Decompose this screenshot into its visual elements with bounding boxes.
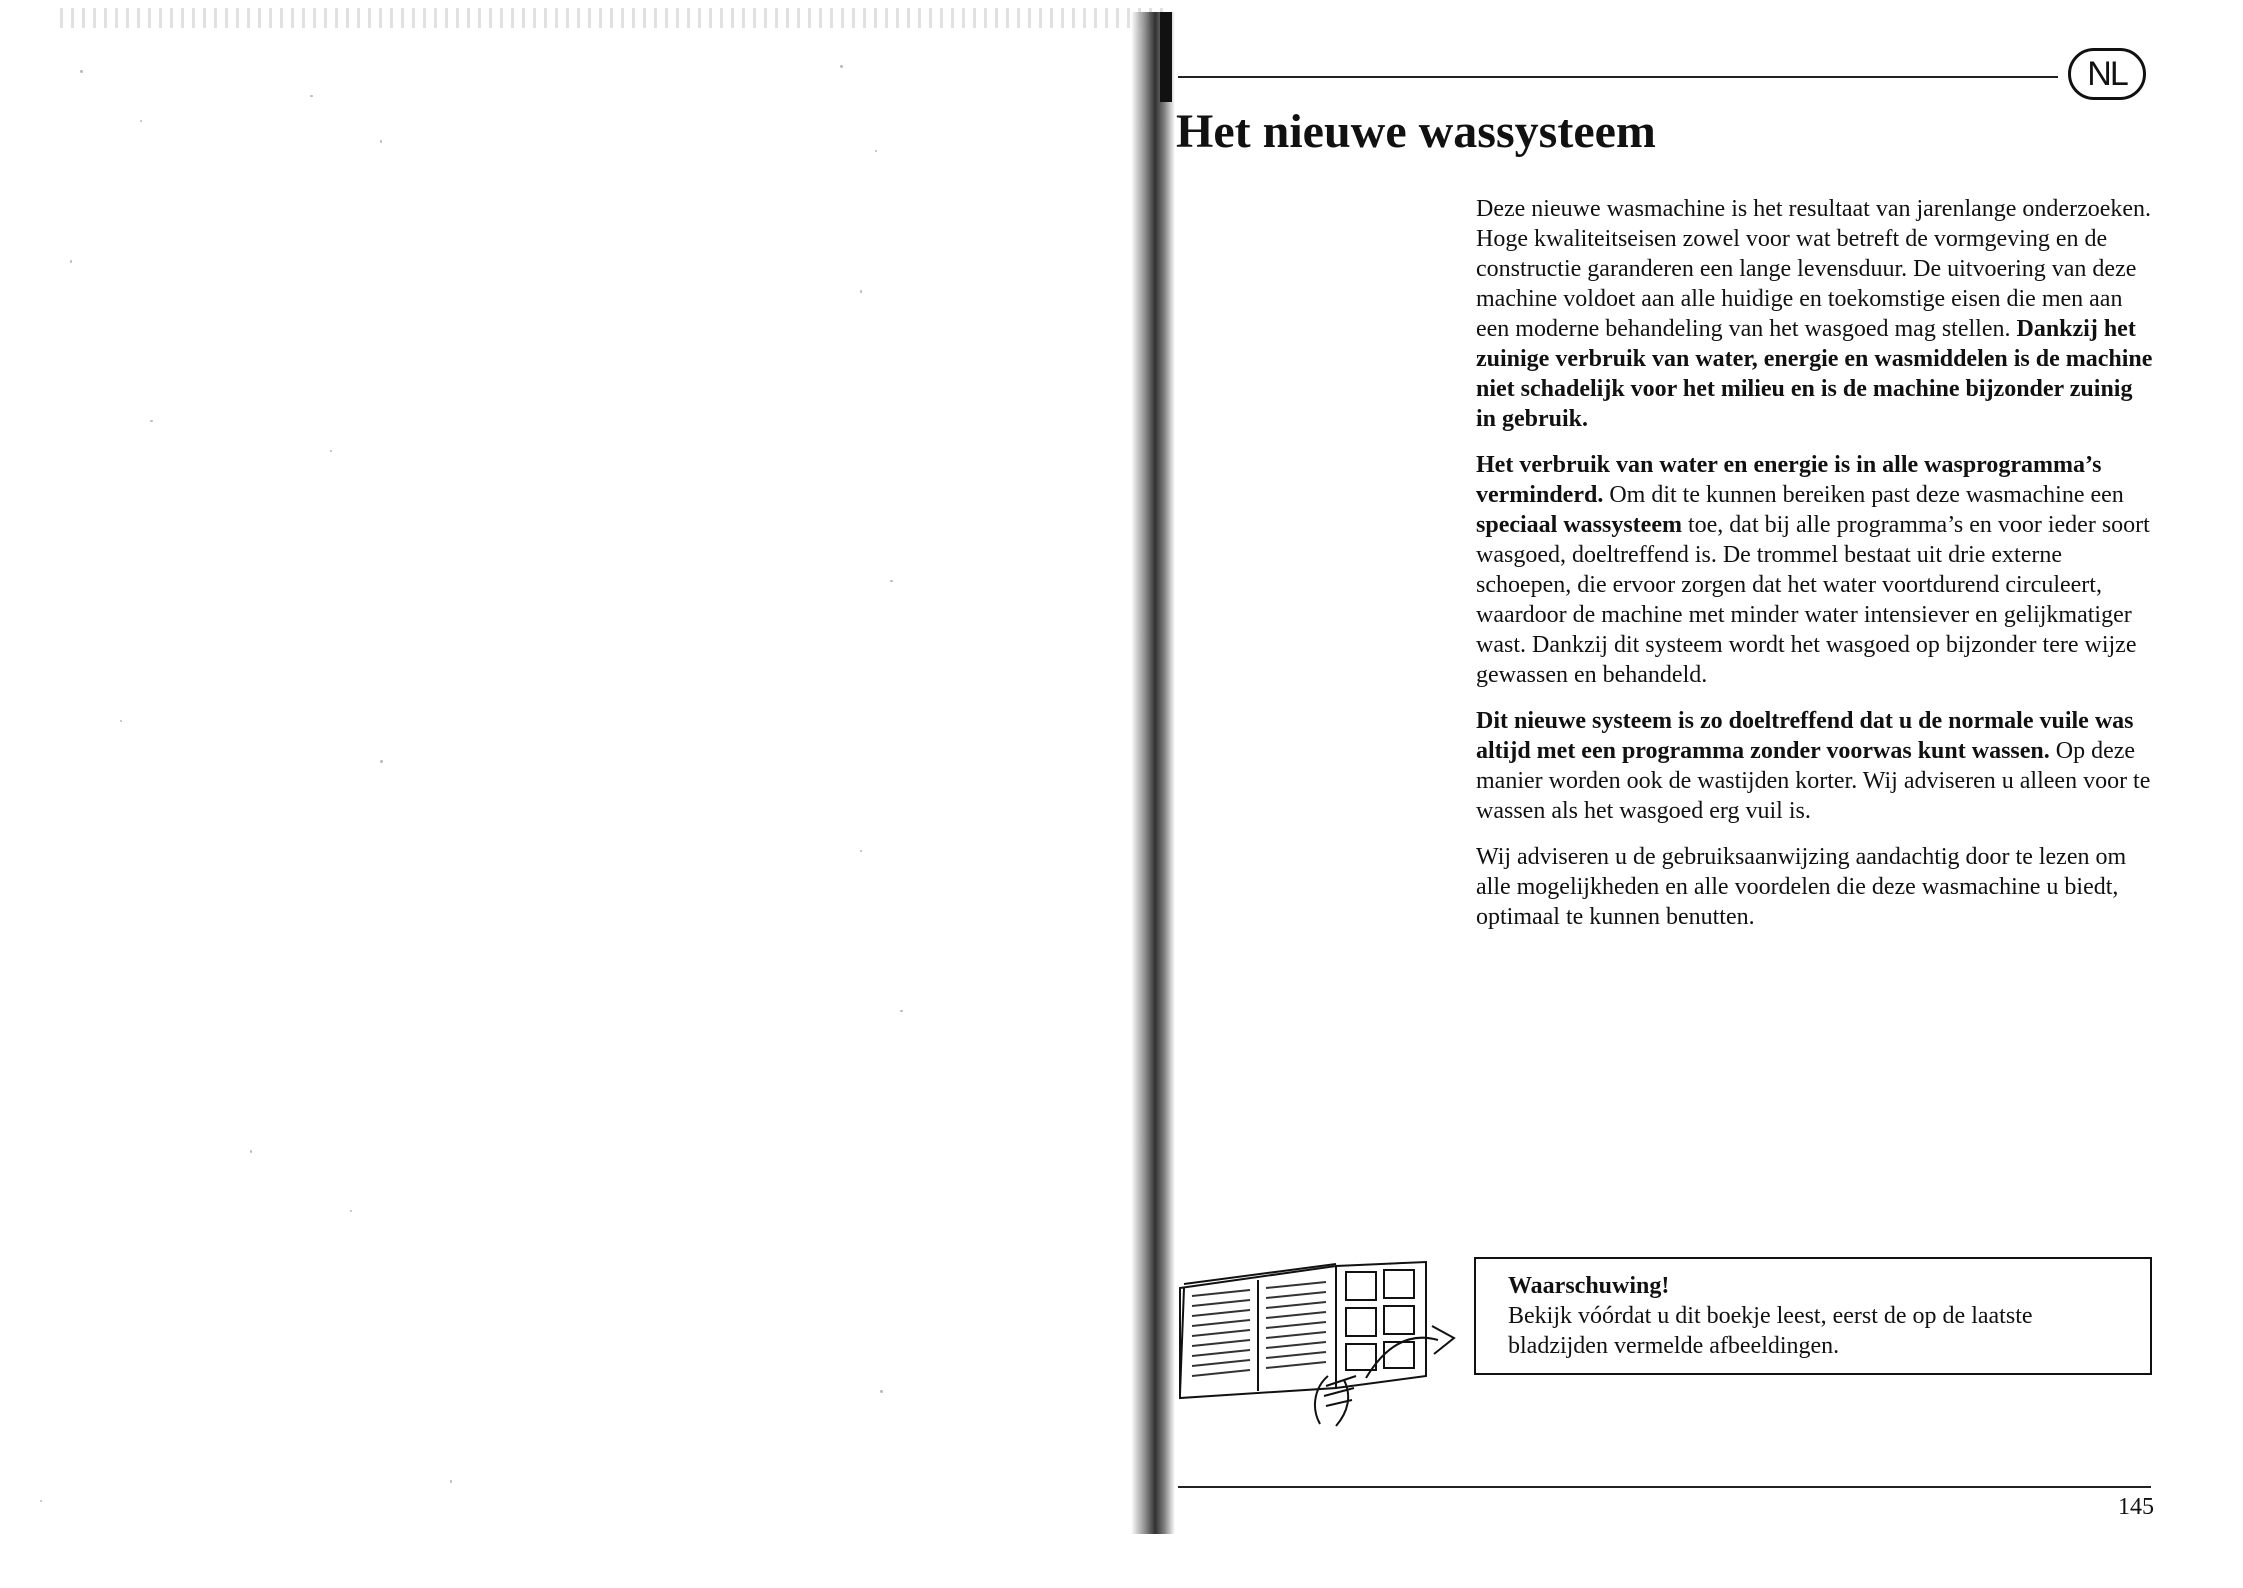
warning-title: Waarschuwing! bbox=[1508, 1273, 1670, 1299]
scan-speck bbox=[450, 1480, 452, 1483]
bold-text-segment: speciaal wassysteem bbox=[1476, 512, 1682, 538]
scan-speck bbox=[380, 760, 383, 763]
bold-text-segment: Dankzij het zuinige verbruik van water, energie en wasmiddelen is de machine niet schadelijk voor het milieu en is de machine bijzonder zuinig in gebruik. bbox=[1476, 316, 2153, 432]
scan-speck bbox=[330, 450, 332, 452]
scan-speck bbox=[890, 580, 893, 582]
scan-speck bbox=[250, 1150, 252, 1153]
footer-rule bbox=[1178, 1486, 2151, 1488]
text-segment: Om dit te kunnen bereiken past deze wasmachine een bbox=[1603, 482, 2124, 508]
scan-speck bbox=[380, 140, 382, 143]
bold-text-segment: Het verbruik van water en energie is in alle wasprogramma’s verminderd. bbox=[1476, 452, 2102, 508]
book-gutter-shadow bbox=[1131, 12, 1175, 1534]
scan-speck bbox=[310, 95, 313, 97]
text-segment: Wij adviseren u de gebruiksaanwijzing aandachtig door te lezen om alle mogelijkheden en alle voordelen die deze wasmachine u biedt, optimaal te kunnen benutten. bbox=[1476, 844, 2127, 930]
text-segment: toe, dat bij alle programma’s en voor ieder soort wasgoed, doeltreffend is. De trommel bestaat uit drie externe schoepen, die ervoor zorgen dat het water voortdurend circuleert, waardoor de machine met minder water intensiever en gelijkmatiger wast. Dankzij dit systeem wordt het wasgoed op bijzonder tere wijze gewassen en behandeld. bbox=[1476, 512, 2150, 688]
warning-box bbox=[1474, 1257, 2152, 1375]
language-badge: NL bbox=[2068, 48, 2146, 100]
body-paragraph bbox=[1476, 450, 2156, 690]
scan-speck bbox=[875, 150, 877, 152]
scan-speck bbox=[840, 65, 843, 68]
warning-text: Bekijk vóórdat u dit boekje leest, eerst de op de laatste bladzijden vermelde afbeeldingen. bbox=[1508, 1303, 2033, 1359]
bold-text-segment: Dit nieuwe systeem is zo doeltreffend dat u de normale vuile was altijd met een programma zonder voorwas kunt wassen. bbox=[1476, 708, 2134, 764]
page-number: 145 bbox=[2118, 1494, 2154, 1520]
open-booklet-hand-illustration bbox=[1176, 1258, 1466, 1428]
page-title: Het nieuwe wassysteem bbox=[1176, 105, 1656, 158]
text-segment: Deze nieuwe wasmachine is het resultaat van jarenlange onderzoeken. Hoge kwaliteitseisen zowel voor wat betreft de vormgeving en de constructie garanderen een lange levensduur. De uitvoering van deze machine voldoet aan alle huidige en toekomstige eisen die men aan een moderne behandeling van het wasgoed mag stellen. bbox=[1476, 196, 2152, 342]
scan-speck bbox=[880, 1390, 883, 1393]
body-paragraph bbox=[1476, 842, 2156, 932]
scan-speck bbox=[350, 1210, 352, 1212]
scan-noise-top bbox=[60, 8, 1170, 28]
scan-speck bbox=[150, 420, 153, 422]
scan-speck bbox=[40, 1500, 42, 1502]
body-text-column bbox=[1476, 194, 2156, 948]
scan-speck bbox=[120, 720, 122, 722]
body-paragraph bbox=[1476, 194, 2156, 434]
scan-speck bbox=[860, 850, 862, 852]
book-gutter-mark bbox=[1160, 12, 1172, 102]
header-rule bbox=[1178, 76, 2058, 78]
scan-speck bbox=[140, 120, 142, 122]
scan-speck bbox=[860, 290, 862, 293]
body-paragraph bbox=[1476, 706, 2156, 826]
scan-speck bbox=[900, 1010, 903, 1012]
scan-speck bbox=[70, 260, 72, 263]
text-segment: Op deze manier worden ook de wastijden korter. Wij adviseren u alleen voor te wassen als het wasgoed erg vuil is. bbox=[1476, 738, 2151, 824]
scan-speck bbox=[80, 70, 83, 73]
